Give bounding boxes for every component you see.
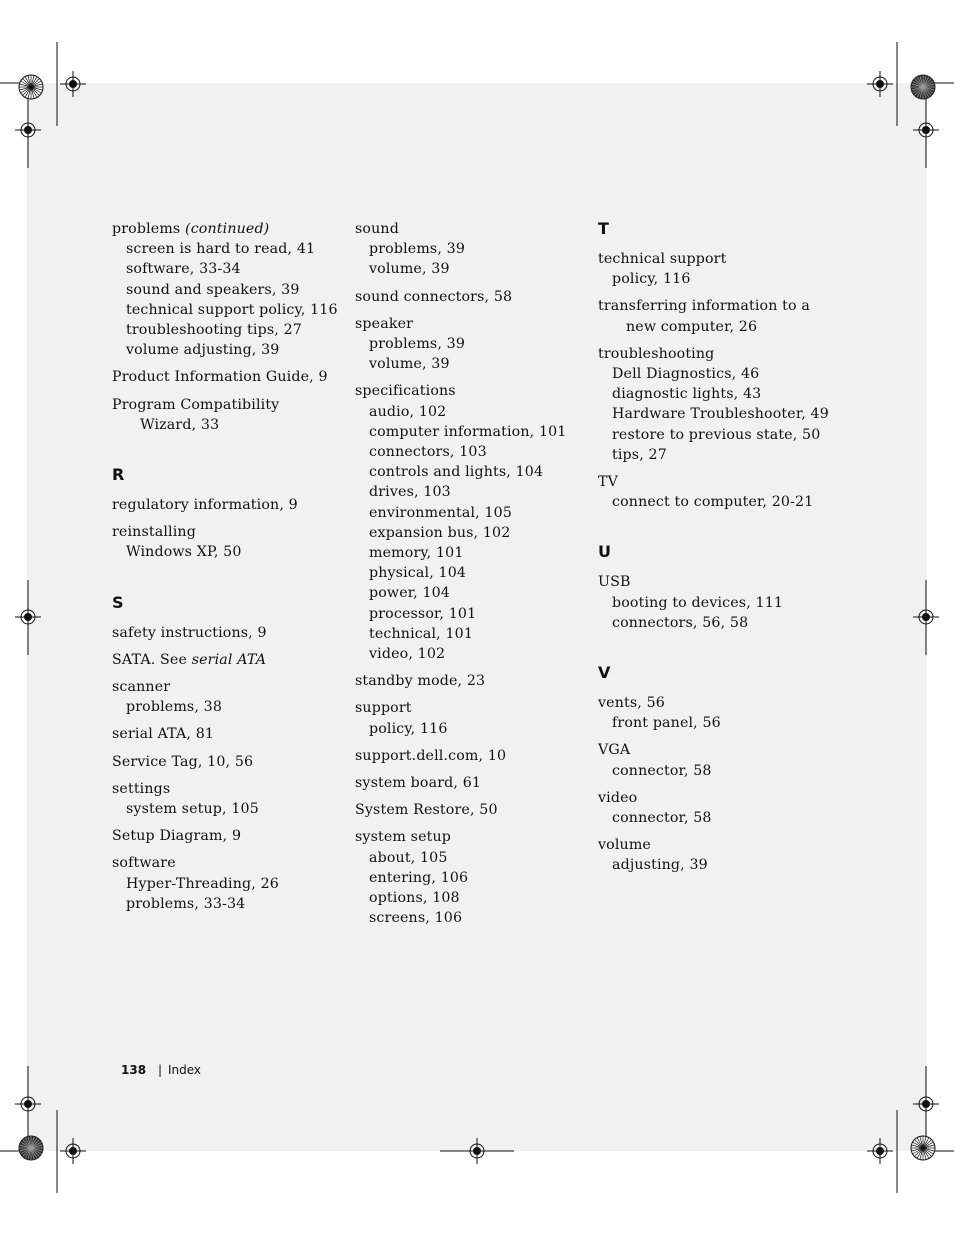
index-subentry: volume adjusting, 39 (126, 342, 280, 359)
crosshair-mark (913, 1091, 939, 1117)
index-term (598, 693, 828, 713)
index-see-reference: (continued) (185, 221, 270, 237)
index-term-text: speaker (355, 315, 414, 332)
index-entry (598, 472, 828, 512)
index-term-text: serial ATA, 81 (112, 726, 215, 743)
index-entry (112, 724, 342, 744)
footer-section-label: Index (168, 1063, 202, 1077)
index-entry (355, 671, 585, 691)
index-subentry: screen is hard to read, 41 (126, 241, 316, 258)
index-term-text: technical support (598, 251, 727, 267)
index-entry (355, 800, 585, 820)
index-subentry: video, 102 (369, 646, 446, 663)
index-term-text: reinstalling (112, 524, 196, 541)
index-subentry: audio, 102 (369, 403, 447, 420)
starburst-mark (911, 1136, 935, 1160)
index-term-text: sound connectors, 58 (355, 288, 513, 305)
index-term-text: safety instructions, 9 (112, 624, 267, 641)
index-term (355, 773, 585, 793)
index-subentry: options, 108 (369, 890, 460, 907)
index-entry (112, 367, 342, 387)
index-term-text: settings (112, 780, 171, 797)
index-term (598, 572, 828, 592)
index-subentry: environmental, 105 (369, 504, 513, 521)
index-term-text: Service Tag, 10, 56 (112, 753, 254, 770)
index-subentry: entering, 106 (369, 869, 469, 886)
index-subentry: memory, 101 (369, 545, 464, 562)
index-term (112, 495, 342, 515)
index-subentry: technical, 101 (369, 625, 473, 642)
crosshair-mark (913, 604, 939, 630)
index-term-text: USB (598, 574, 631, 591)
index-term (112, 522, 342, 542)
index-term (598, 249, 828, 269)
index-term (112, 219, 342, 239)
starburst-mark (19, 1136, 43, 1160)
index-term (355, 698, 585, 718)
index-letter-heading: V (598, 663, 611, 683)
index-term-text: sound (355, 221, 399, 237)
index-subentry: booting to devices, 111 (612, 594, 784, 611)
index-subentry: Dell Diagnostics, 46 (612, 366, 760, 383)
index-term (355, 381, 585, 401)
index-entry (112, 522, 342, 562)
crosshair-mark (15, 117, 41, 143)
index-subentry: expansion bus, 102 (369, 524, 511, 541)
index-entry (112, 623, 342, 643)
index-term (112, 853, 342, 873)
index-term-text: Product Information Guide, 9 (112, 369, 328, 386)
crosshair-mark (60, 1138, 86, 1164)
index-term (598, 835, 828, 855)
footer-separator: | (158, 1063, 163, 1077)
index-term (355, 287, 585, 307)
index-subentry: front panel, 56 (612, 715, 721, 732)
index-entry (112, 495, 342, 515)
index-subentry: tips, 27 (612, 446, 667, 463)
index-subentry: problems, 39 (369, 336, 466, 353)
index-term-text: system board, 61 (355, 775, 482, 792)
index-subentry: problems, 33-34 (126, 895, 246, 912)
index-subentry: controls and lights, 104 (369, 464, 544, 481)
crosshair-mark (867, 1138, 893, 1164)
index-entry (112, 752, 342, 772)
index-entry (355, 314, 585, 375)
index-see-reference: serial ATA (191, 651, 267, 668)
index-term (112, 724, 342, 744)
index-term-continuation: new computer, 26 (626, 318, 758, 335)
index-entry (355, 773, 585, 793)
index-term (112, 677, 342, 697)
crosshair-mark (15, 604, 41, 630)
index-entry (355, 827, 585, 928)
index-entry (355, 287, 585, 307)
index-term (112, 779, 342, 799)
index-term (112, 623, 342, 643)
index-term (598, 788, 828, 808)
index-subentry: policy, 116 (369, 720, 448, 737)
crosshair-mark (913, 117, 939, 143)
index-subentry: connect to computer, 20-21 (612, 494, 814, 511)
index-entry (598, 344, 828, 465)
index-term-text: Program Compatibility (112, 396, 280, 413)
index-term (112, 752, 342, 772)
index-term (598, 296, 828, 316)
index-subentry: drives, 103 (369, 484, 451, 501)
index-term-text: TV (598, 474, 619, 491)
crosshair-mark (867, 71, 893, 97)
index-term-continuation: Wizard, 33 (140, 416, 220, 433)
index-term-text: SATA. See (112, 651, 188, 668)
index-term (598, 740, 828, 760)
index-column-1 (112, 219, 342, 921)
starburst-mark (19, 75, 43, 99)
index-entry (598, 296, 828, 336)
starburst-mark (911, 75, 935, 99)
page-number: 138 (121, 1063, 147, 1077)
index-subentry: connectors, 103 (369, 444, 487, 461)
index-subentry: diagnostic lights, 43 (612, 386, 762, 403)
index-entry (112, 853, 342, 914)
index-subentry: connector, 58 (612, 762, 712, 779)
index-entry (355, 219, 585, 280)
index-subentry: connector, 58 (612, 810, 712, 827)
index-entry (112, 826, 342, 846)
index-entry (355, 698, 585, 738)
index-subentry: power, 104 (369, 585, 450, 602)
index-term (112, 395, 342, 415)
index-term (112, 367, 342, 387)
index-term-text: System Restore, 50 (355, 802, 498, 819)
index-entry (112, 395, 342, 435)
index-term (355, 746, 585, 766)
index-term-text: problems (112, 221, 181, 237)
index-subentry: sound and speakers, 39 (126, 281, 300, 298)
index-term (112, 650, 342, 670)
index-entry (598, 740, 828, 780)
index-entry (112, 219, 342, 360)
index-subentry: problems, 38 (126, 699, 223, 716)
index-letter-heading: T (598, 219, 609, 238)
index-entry (598, 835, 828, 875)
index-term-text: specifications (355, 383, 456, 400)
index-subentry: Windows XP, 50 (126, 544, 242, 561)
index-letter-heading: U (598, 542, 611, 562)
crosshair-mark (60, 71, 86, 97)
index-term-text: scanner (112, 679, 171, 696)
index-term (355, 800, 585, 820)
index-entry (112, 650, 342, 670)
index-entry (598, 249, 828, 289)
index-term-text: software (112, 855, 176, 872)
index-letter-heading: S (112, 592, 124, 612)
index-subentry: problems, 39 (369, 241, 466, 258)
index-term (355, 671, 585, 691)
index-subentry: troubleshooting tips, 27 (126, 322, 302, 339)
index-subentry: Hyper-Threading, 26 (126, 875, 279, 892)
index-subentry: connectors, 56, 58 (612, 614, 749, 631)
index-term-text: vents, 56 (598, 695, 665, 712)
index-term-text: volume (598, 837, 651, 854)
index-subentry: screens, 106 (369, 910, 463, 927)
index-term-text: video (598, 789, 638, 806)
index-subentry: volume, 39 (369, 356, 450, 373)
index-subentry: restore to previous state, 50 (612, 426, 821, 443)
index-term-text: system setup (355, 829, 452, 846)
index-term-text: Setup Diagram, 9 (112, 828, 242, 845)
index-term-text: regulatory information, 9 (112, 497, 298, 514)
index-term-text: support.dell.com, 10 (355, 747, 507, 764)
index-column-3 (598, 219, 828, 883)
index-letter-heading: R (112, 465, 125, 485)
index-term (355, 219, 585, 239)
index-term (112, 826, 342, 846)
index-term-text: troubleshooting (598, 345, 715, 362)
index-subentry: processor, 101 (369, 605, 477, 622)
index-subentry: software, 33-34 (126, 261, 241, 278)
index-entry (112, 677, 342, 717)
index-term-text: support (355, 700, 412, 717)
index-entry (598, 788, 828, 828)
crosshair-mark (15, 1091, 41, 1117)
index-subentry: Hardware Troubleshooter, 49 (612, 406, 829, 423)
index-subentry: volume, 39 (369, 261, 450, 278)
index-subentry: adjusting, 39 (612, 857, 708, 874)
index-entry (598, 572, 828, 633)
index-column-2 (355, 219, 585, 936)
index-entry (112, 779, 342, 819)
crosshair-mark (464, 1138, 490, 1164)
index-term-text: transferring information to a (598, 298, 810, 315)
index-term-text: VGA (598, 742, 631, 759)
index-subentry: physical, 104 (369, 565, 467, 582)
index-term (355, 314, 585, 334)
index-subentry: about, 105 (369, 849, 448, 866)
index-entry (598, 693, 828, 733)
index-term (598, 472, 828, 492)
index-term (598, 344, 828, 364)
index-subentry: technical support policy, 116 (126, 301, 338, 318)
index-term (355, 827, 585, 847)
index-subentry: system setup, 105 (126, 801, 259, 818)
page-footer (121, 1062, 201, 1078)
index-entry (355, 746, 585, 766)
index-entry (355, 381, 585, 664)
index-subentry: policy, 116 (612, 271, 691, 288)
index-subentry: computer information, 101 (369, 423, 567, 440)
index-term-text: standby mode, 23 (355, 673, 486, 690)
